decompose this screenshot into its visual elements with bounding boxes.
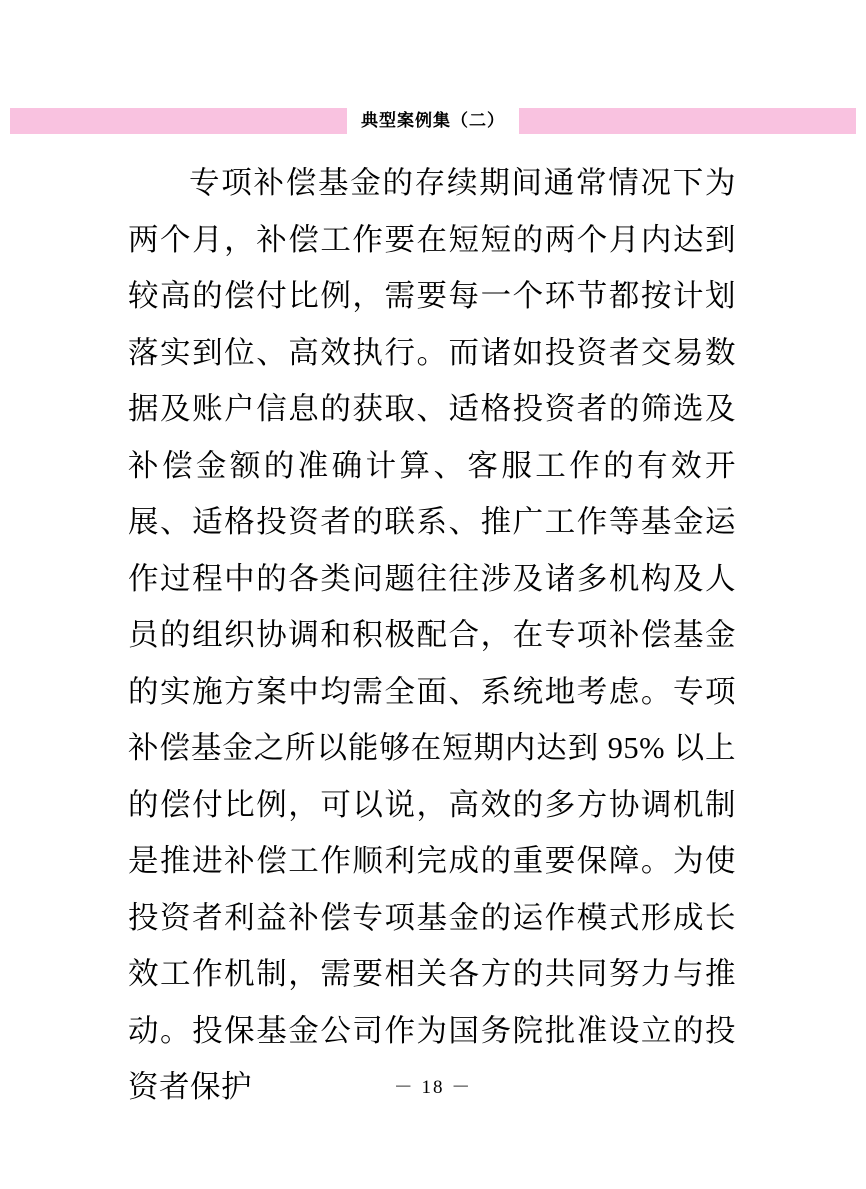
body-text: [128, 155, 736, 1116]
page-number: － 18 －: [393, 1077, 473, 1098]
header-rule-right: [519, 108, 856, 134]
page-footer: [0, 1072, 866, 1099]
body-paragraph: 专项补偿基金的存续期间通常情况下为两个月，补偿工作要在短短的两个月内达到较高的偿付比例，需要每一个环节都按计划落实到位、高效执行。而诸如投资者交易数据及账户信息的获取、适格投资者的筛选及补偿金额的准确计算、客服工作的有效开展、适格投资者的联系、推广工作等基金运作过程中的各类问题往往涉及诸多机构及人员的组织协调和积极配合，在专项补偿基金的实施方案中均需全面、系统地考虑。专项补偿基金之所以能够在短期内达到 95% 以上的偿付比例，可以说，高效的多方协调机制是推进补偿工作顺利完成的重要保障。为使投资者利益补偿专项基金的运作模式形成长效工作机制，需要相关各方的共同努力与推动。投保基金公司作为国务院批准设立的投资者保护: [128, 166, 736, 1104]
header-rule-left: [10, 108, 347, 134]
header-title: 典型案例集（二）: [347, 108, 519, 134]
running-header: [10, 108, 856, 134]
